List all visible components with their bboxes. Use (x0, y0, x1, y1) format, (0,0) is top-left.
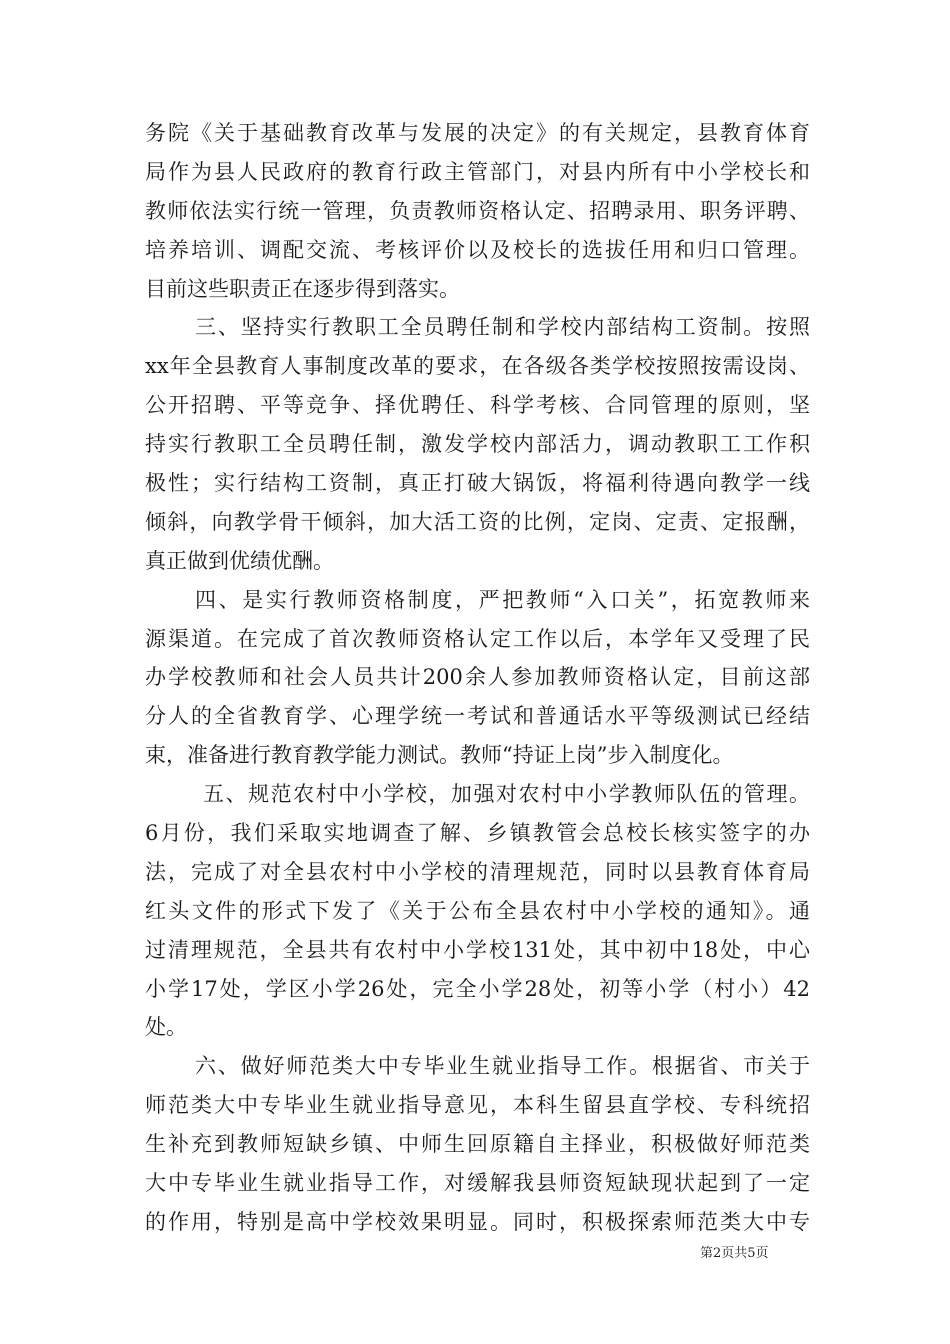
text-line: 源渠道。在完成了首次教师资格认定工作以后，本学年又受理了民 (145, 626, 810, 651)
text-line: 公开招聘、平等竞争、择优聘任、科学考核、合同管理的原则，坚 (145, 393, 810, 418)
text-line: 真正做到优绩优酬。 (145, 548, 334, 573)
paragraph-start-line: 六、做好师范类大中专毕业生就业指导工作。根据省、市关于 (195, 1054, 810, 1079)
text-line: 倾斜，向教学骨干倾斜，加大活工资的比例，定岗、定责、定报酬， (145, 509, 810, 534)
text-line: 师范类大中专毕业生就业指导意见，本科生留县直学校、专科统招 (145, 1093, 810, 1118)
paragraph-start-line: 三、坚持实行教职工全员聘任制和学校内部结构工资制。按照 (195, 315, 810, 340)
text-line: 持实行教职工全员聘任制，激发学校内部活力，调动教职工工作积 (145, 432, 810, 457)
text-line: 办学校教师和社会人员共计200余人参加教师资格认定，目前这部 (145, 665, 810, 690)
text-line: 局作为县人民政府的教育行政主管部门，对县内所有中小学校长和 (145, 159, 810, 184)
text-line: 束，准备进行教育教学能力测试。教师“持证上岗”步入制度化。 (145, 743, 734, 768)
text-line: 处。 (145, 1015, 187, 1040)
text-line: 的作用，特别是高中学校效果明显。同时，积极探索师范类大中专 (145, 1209, 810, 1234)
text-line: 培养培训、调配交流、考核评价以及校长的选拔任用和归口管理。 (145, 237, 810, 262)
paragraph-start-line: 五、规范农村中小学校，加强对农村中小学教师队伍的管理。 (203, 782, 810, 807)
text-line: 小学17处，学区小学26处，完全小学28处，初等小学（村小）42 (145, 976, 810, 1001)
text-line: 过清理规范，全县共有农村中小学校131处，其中初中18处，中心 (145, 937, 810, 962)
body-text (145, 114, 810, 1242)
paragraph-start-line: 四、是实行教师资格制度，严把教师“入口关”，拓宽教师来 (195, 587, 810, 612)
text-line: 务院《关于基础教育改革与发展的决定》的有关规定，县教育体育 (145, 121, 810, 145)
text-line: 法，完成了对全县农村中小学校的清理规范，同时以县教育体育局 (145, 859, 810, 884)
text-line: 生补充到教师短缺乡镇、中师生回原籍自主择业，积极做好师范类 (145, 1132, 810, 1157)
text-line: 6月份，我们采取实地调查了解、乡镇教管会总校长核实签字的办 (145, 821, 810, 846)
text-line: xx年全县教育人事制度改革的要求，在各级各类学校按照按需设岗、 (145, 354, 810, 379)
text-line: 极性；实行结构工资制，真正打破大锅饭，将福利待遇向教学一线 (145, 471, 810, 496)
page-number: 第2页共5页 (700, 1246, 769, 1261)
text-line: 教师依法实行统一管理，负责教师资格认定、招聘录用、职务评聘、 (145, 198, 810, 223)
text-line: 大中专毕业生就业指导工作，对缓解我县师资短缺现状起到了一定 (145, 1171, 810, 1196)
text-line: 分人的全省教育学、心理学统一考试和普通话水平等级测试已经结 (145, 704, 810, 729)
text-line: 红头文件的形式下发了《关于公布全县农村中小学校的通知》。通 (145, 898, 810, 923)
text-line: 目前这些职责正在逐步得到落实。 (145, 276, 460, 301)
